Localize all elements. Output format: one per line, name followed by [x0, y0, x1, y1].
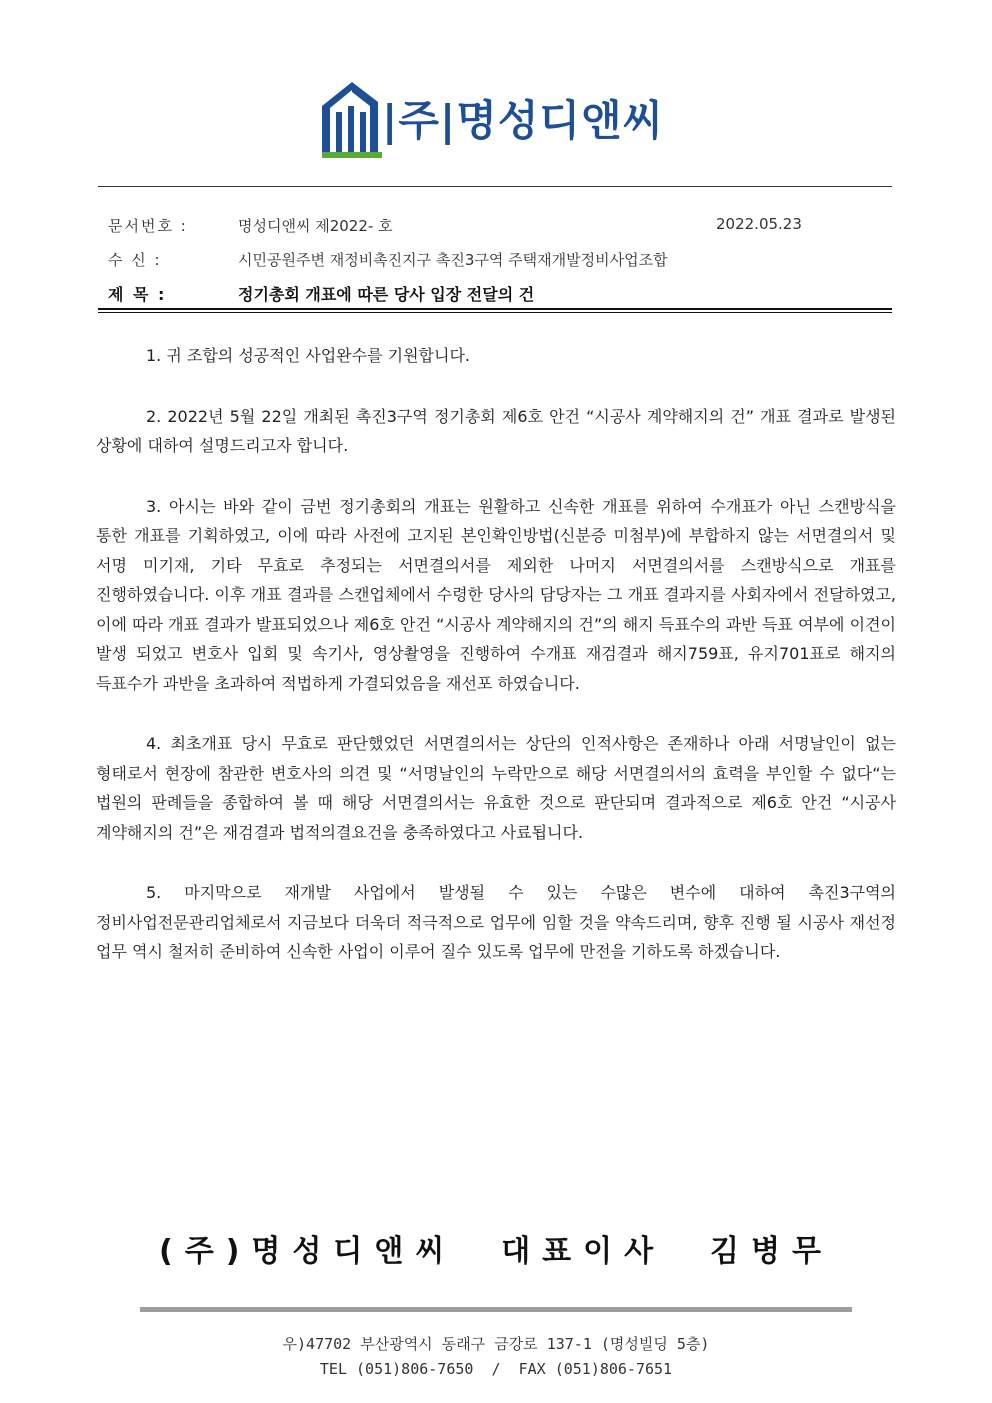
paragraph-1: 1. 귀 조합의 성공적인 사업완수를 기원합니다. — [146, 346, 470, 365]
subject-label: 제 목 : — [108, 285, 167, 304]
company-logo — [318, 76, 665, 160]
footer-address: 우)47702 부산광역시 동래구 금강로 137-1 (명성빌딩 5층) — [282, 1335, 710, 1353]
paragraph-4: 4. 최초개표 당시 무효로 판단했었던 서면결의서는 상단의 인적사항은 존재하나 아래 서명날인이 없는 형태로서 현장에 참관한 변호사의 의견 및 “서명날인의 누락만으로 해당 서면결의서의 효력을 부인할 수 없다“는 법원의 판례들을 종합하여 볼 때 해당 서면결의서는 유효한 것으로 판단되며 결과적으로 제6호 안건 “시공사 계약해지의 건”은 재검결과 법적의결요건을 충족하였다고 사료됩니다. — [96, 734, 896, 842]
paragraph-3: 3. 아시는 바와 같이 금번 정기총회의 개표는 원활하고 신속한 개표를 위하여 수개표가 아닌 스캔방식을 통한 개표를 기획하였고, 이에 따라 사전에 고지된 본인확인방법(신분증 미첨부)에 부합하지 않는 서면결의서 및 서명 미기재, 기타 무효로 추정되는 서면결의서를 제외한 나머지 서면결의서를 스캔방식으로 개표를 진행하였습니다. 이후 개표 결과를 스캔업체에서 수령한 당사의 담당자는 그 개표 결과지를 사회자에서 전달하였고, 이에 따라 개표 결과가 발표되었으나 제6호 안건 “시공사 계약해지의 건”의 해지 득표수의 과반 득표 여부에 이견이 발생 되었고 변호사 입회 및 속기사, 영상촬영을 진행하여 수개표 재검결과 해지759표, 유지701표로 해지의 득표수가 과반을 초과하여 적법하게 가결되었음을 재선포 하였습니다. — [96, 496, 896, 693]
footer-divider — [140, 1307, 852, 1312]
recipient-label: 수 신 : — [108, 251, 162, 269]
subject-divider-thick — [98, 308, 892, 310]
footer-contact: TEL (051)806-7650 / FAX (051)806-7651 — [319, 1360, 673, 1378]
paragraph-2: 2. 2022년 5월 22일 개최된 촉진3구역 정기총회 제6호 안건 “시공사 계약해지의 건” 개표 결과로 발생된 상황에 대하여 설명드리고자 합니다. — [96, 406, 896, 455]
signature-line: (주)명성디앤씨 대표이사 김병무 — [159, 1234, 833, 1269]
doc-date: 2022.05.23 — [716, 215, 802, 233]
doc-number-label: 문서번호 : — [108, 217, 188, 235]
building-logo-icon — [318, 76, 382, 160]
subject-row — [98, 282, 892, 306]
header-divider — [98, 186, 892, 187]
letter-body — [96, 341, 896, 998]
logo-text: |주|명성디앤씨 — [382, 96, 665, 145]
subject-value: 정기총회 개표에 따른 당사 입장 전달의 건 — [238, 285, 535, 304]
paragraph-5: 5. 마지막으로 재개발 사업에서 발생될 수 있는 수많은 변수에 대하여 촉진3구역의 정비사업전문관리업체로서 지금보다 더욱더 적극적으로 업무에 임할 것을 약속드리며, 향후 진행 될 시공사 재선정 업무 역시 철저히 준비하여 신속한 사업이 이루어 질수 있도록 업무에 만전을 기하도록 하겠습니다. — [96, 883, 896, 961]
recipient-value: 시민공원주변 재정비촉진지구 촉진3구역 주택재개발정비사업조합 — [238, 251, 668, 269]
doc-number-value: 명성디앤씨 제2022- 호 — [238, 217, 393, 235]
doc-number-row — [98, 215, 892, 237]
recipient-row — [98, 249, 892, 271]
subject-divider-thin — [98, 312, 892, 313]
